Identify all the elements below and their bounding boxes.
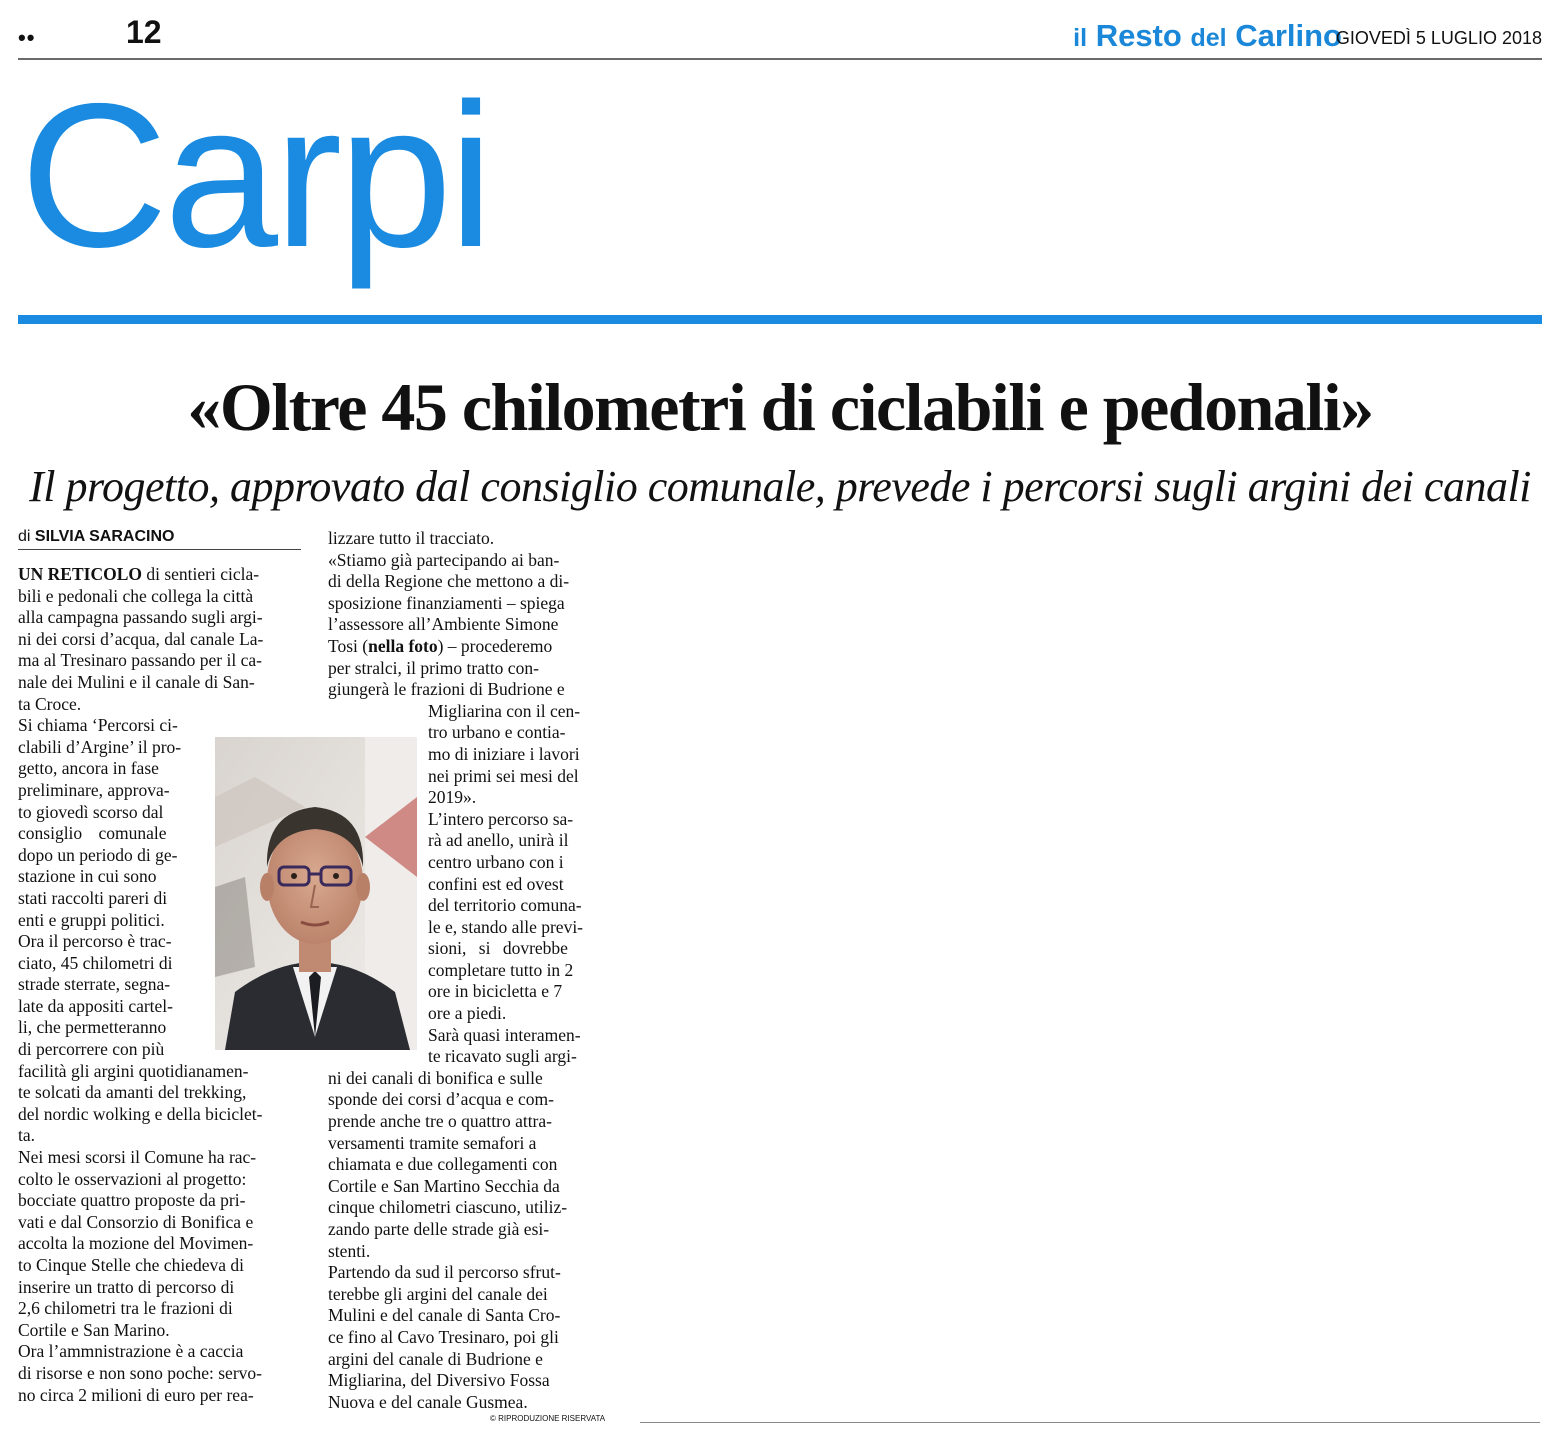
byline [18, 526, 301, 550]
masthead-il: il [1073, 24, 1088, 52]
article-column-2: lizzare tutto il tracciato. «Stiamo già partecipando ai ban- di della Regione che mettono a di- sposizione finanziamenti – spiega l’assessore all’Ambiente Simone Tosi (nella foto) – procederemo per stralci, il primo tratto con- giungerà le frazioni di Budrione e Migliarina con il cen- tro urbano e contia- mo di iniziare i lavori nei primi sei mesi del 2019». L’intero percorso sa- rà ad anello, unirà il centro urbano con i confini est ed ovest del territorio comuna- le e, stando alle previ- sioni, si dovrebbe completare tutto in 2 ore in bicicletta e 7 ore a piedi. Sarà quasi interamen- te ricavato sugli argi- ni dei canali di bonifica e sulle sponde dei corsi d’acqua e com- prende anche tre o quattro attra- versamenti tramite semafori a chiamata e due collegamenti con Cortile e San Martino Secchia da cinque chilometri ciascuno, utiliz- zando parte delle strade già esi- stenti. Partendo da sud il percorso sfrut- terebbe gli argini del canale dei Mulini e del canale di Santa Cro- ce fino al Cavo Tresinaro, poi gli argini del canale di Budrione e Migliarina, del Diversivo Fossa Nuova e del canale Gusmea. [328, 528, 584, 1412]
masthead-resto: Resto [1095, 18, 1182, 53]
section-rule [18, 315, 1542, 324]
end-rule [640, 1422, 1540, 1423]
article-headline: «Oltre 45 chilometri di ciclabili e pedonali» [187, 369, 1373, 445]
page-header [18, 10, 1542, 60]
photo-reference: nella foto [368, 635, 438, 656]
article-column-1: UN RETICOLO di sentieri cicla- bili e pedonali che collega la città alla campagna passando sugli argi- ni dei corsi d’acqua, dal canale La- ma al Tresinaro passando per il ca- nale dei Mulini e il canale di San- ta Croce. Si chiama ‘Percorsi ci- clabili d’Argine’ il pro- getto, ancora in fase preliminare, approva- to giovedì scorso dal consiglio comunale dopo un periodo di ge- stazione in cui sono stati raccolti pareri di enti e gruppi politici. Ora il percorso è trac- ciato, 45 chilometri di strade sterrate, segna- late da appositi cartel- li, che permetteranno di percorrere con più facilità gli argini quotidianamen- te solcati da amanti del trekking, del nordic wolking e della biciclet- ta. Nei mesi scorsi il Comune ha rac- colto le osservazioni al progetto: bocciate quattro proposte da pri- vati e dal Consorzio di Bonifica e accolta la mozione del Movimen- to Cinque Stelle che chiedeva di inserire un tratto di percorso di 2,6 chilometri tra le frazioni di Cortile e San Marino. Ora l’ammnistrazione è a caccia di risorse e non sono poche: servo- no circa 2 milioni di euro per rea- [18, 564, 264, 1405]
article-subheadline: Il progetto, approvato dal consiglio comunale, prevede i percorsi sugli argini dei canali [29, 462, 1531, 511]
page-number: 12 [126, 14, 162, 50]
masthead-logo [1073, 18, 1342, 56]
issue-date: GIOVEDÌ 5 LUGLIO 2018 [1335, 28, 1542, 48]
section-dots: •• [18, 25, 36, 50]
byline-author: SILVIA SARACINO [34, 528, 175, 545]
copyright-notice: © RIPRODUZIONE RISERVATA [490, 1414, 606, 1423]
section-title: Carpi [20, 61, 490, 290]
masthead-del: del [1190, 24, 1227, 52]
masthead-carlino: Carlino [1235, 18, 1342, 53]
byline-prefix: di [18, 528, 31, 545]
lead-words: UN RETICOLO [18, 564, 142, 584]
